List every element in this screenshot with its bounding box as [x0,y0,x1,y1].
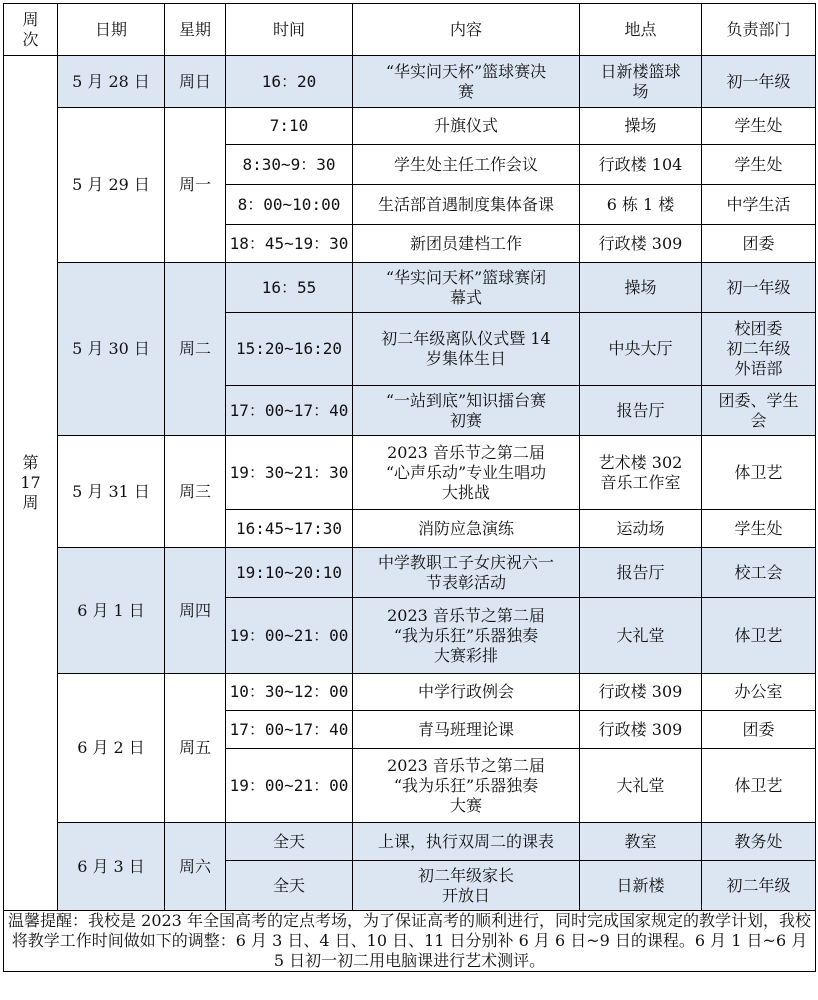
dept-cell: 中学生活 [702,185,816,225]
dept-cell: 校工会 [702,548,816,598]
time-cell: 8：00~10:00 [226,185,353,225]
table-row [4,56,816,108]
dept-cell: 校团委 初二年级 外语部 [702,313,816,386]
table-row [4,823,816,861]
time-cell: 15:20~16:20 [226,313,353,386]
dept-cell: 体卫艺 [702,598,816,674]
place-cell: 教室 [580,823,702,861]
dept-cell: 学生处 [702,510,816,548]
date-cell: 5 月 28 日 [58,56,165,108]
place-cell: 日新楼 [580,861,702,911]
dept-cell: 教务处 [702,823,816,861]
place-cell: 中央大厅 [580,313,702,386]
content-cell: 初二年级离队仪式暨 14 岁集体生日 [353,313,580,386]
date-cell: 6 月 2 日 [58,674,165,823]
content-cell: “华实问天杯”篮球赛决 赛 [353,56,580,108]
time-cell: 17：00~17：40 [226,711,353,749]
dept-cell: 团委、学生 会 [702,386,816,436]
schedule-wrapper [3,3,816,972]
dept-cell: 学生处 [702,145,816,185]
content-cell: 消防应急演练 [353,510,580,548]
content-cell: “华实问天杯”篮球赛闭 幕式 [353,263,580,313]
place-cell: 操场 [580,263,702,313]
place-cell: 大礼堂 [580,598,702,674]
time-cell: 19:10~20:10 [226,548,353,598]
table-row [4,674,816,711]
time-cell: 10：30~12：00 [226,674,353,711]
weekday-cell: 周六 [165,823,226,911]
header-content: 内容 [353,4,580,56]
time-cell: 19：30~21：30 [226,436,353,510]
time-cell: 全天 [226,823,353,861]
content-cell: 2023 音乐节之第二届 “我为乐狂”乐器独奏 大赛 [353,749,580,823]
place-cell: 行政楼 104 [580,145,702,185]
place-cell: 大礼堂 [580,749,702,823]
time-cell: 全天 [226,861,353,911]
place-cell: 行政楼 309 [580,674,702,711]
dept-cell: 体卫艺 [702,749,816,823]
note-row [4,911,816,972]
time-cell: 16：20 [226,56,353,108]
header-row [4,4,816,56]
week-label: 第 17 周 [4,56,58,911]
content-cell: “一站到底”知识擂台赛 初赛 [353,386,580,436]
place-cell: 行政楼 309 [580,711,702,749]
place-cell: 操场 [580,108,702,145]
dept-cell: 体卫艺 [702,436,816,510]
weekday-cell: 周一 [165,108,226,263]
content-cell: 学生处主任工作会议 [353,145,580,185]
content-cell: 中学教职工子女庆祝六一 节表彰活动 [353,548,580,598]
header-weekday: 星期 [165,4,226,56]
date-cell: 5 月 31 日 [58,436,165,548]
table-row [4,436,816,510]
time-cell: 17：00~17：40 [226,386,353,436]
content-cell: 中学行政例会 [353,674,580,711]
time-cell: 8:30~9：30 [226,145,353,185]
table-row [4,263,816,313]
dept-cell: 初一年级 [702,56,816,108]
dept-cell: 学生处 [702,108,816,145]
dept-cell: 办公室 [702,674,816,711]
time-cell: 19：00~21：00 [226,749,353,823]
place-cell: 行政楼 309 [580,225,702,263]
weekly-schedule-table [3,3,816,972]
table-row [4,108,816,145]
place-cell: 运动场 [580,510,702,548]
place-cell: 报告厅 [580,386,702,436]
weekday-cell: 周三 [165,436,226,548]
time-cell: 7:10 [226,108,353,145]
dept-cell: 团委 [702,711,816,749]
place-cell: 6 栋 1 楼 [580,185,702,225]
header-week: 周 次 [4,4,58,56]
dept-cell: 团委 [702,225,816,263]
time-cell: 18：45~19：30 [226,225,353,263]
header-dept: 负责部门 [702,4,816,56]
content-cell: 青马班理论课 [353,711,580,749]
content-cell: 新团员建档工作 [353,225,580,263]
place-cell: 艺术楼 302 音乐工作室 [580,436,702,510]
content-cell: 升旗仪式 [353,108,580,145]
dept-cell: 初一年级 [702,263,816,313]
place-cell: 日新楼篮球 场 [580,56,702,108]
dept-cell: 初二年级 [702,861,816,911]
reminder-note: 温馨提醒：我校是 2023 年全国高考的定点考场，为了保证高考的顺利进行，同时完成国家规定的教学计划，我校将教学工作时间做如下的调整：6 月 3 日、4 日、10 日、11 日分别补 6 月 6 日~9 日的课程。6 月 1 日~6 月 5 日初一初二用电脑课进行艺术测评。 [4,911,816,972]
time-cell: 16：55 [226,263,353,313]
content-cell: 2023 音乐节之第二届 “我为乐狂”乐器独奏 大赛彩排 [353,598,580,674]
content-cell: 上课，执行双周二的课表 [353,823,580,861]
content-cell: 生活部首遇制度集体备课 [353,185,580,225]
weekday-cell: 周日 [165,56,226,108]
content-cell: 初二年级家长 开放日 [353,861,580,911]
header-place: 地点 [580,4,702,56]
time-cell: 19：00~21：00 [226,598,353,674]
table-row [4,548,816,598]
date-cell: 6 月 3 日 [58,823,165,911]
weekday-cell: 周二 [165,263,226,436]
date-cell: 6 月 1 日 [58,548,165,674]
time-cell: 16:45~17:30 [226,510,353,548]
weekday-cell: 周五 [165,674,226,823]
header-time: 时间 [226,4,353,56]
header-date: 日期 [58,4,165,56]
date-cell: 5 月 30 日 [58,263,165,436]
content-cell: 2023 音乐节之第二届 “心声乐动”专业生唱功 大挑战 [353,436,580,510]
weekday-cell: 周四 [165,548,226,674]
place-cell: 报告厅 [580,548,702,598]
date-cell: 5 月 29 日 [58,108,165,263]
